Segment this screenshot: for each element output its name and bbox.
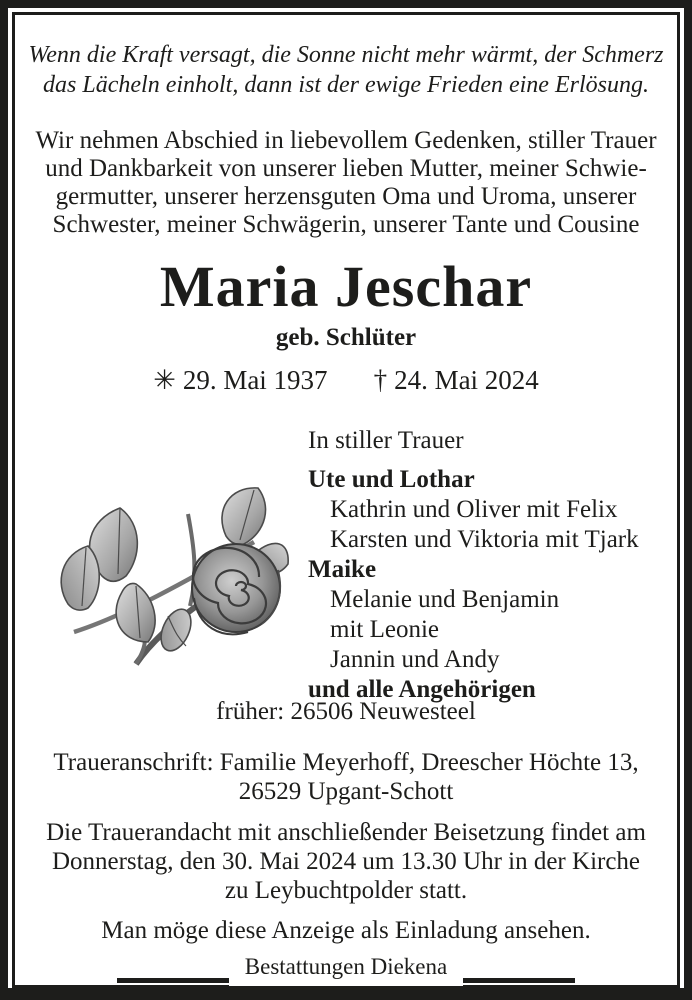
death-date: 24. Mai 2024 (394, 365, 539, 395)
rose-sketch-illustration (40, 480, 292, 672)
farewell-line: Schwester, meiner Schwägerin, unserer Tante und Cousine (52, 211, 640, 238)
condolence-line: Traueranschrift: Familie Meyerhoff, Dreescher Höchte 13, (53, 749, 639, 776)
memorial-quote (0, 40, 692, 100)
birth-date-group (153, 365, 327, 395)
service-line: Donnerstag, den 30. Mai 2024 um 13.30 Uhr in der Kirche (51, 848, 641, 875)
mourner-entry: Karsten und Viktoria mit Tjark (330, 526, 639, 553)
mourners-heading: In stiller Trauer (308, 427, 464, 454)
condolence-address (0, 748, 692, 806)
birth-date: 29. Mai 1937 (182, 365, 328, 395)
farewell-line: germutter, unserer herzensguten Oma und Uroma, unserer (55, 183, 637, 210)
invitation-note: Man möge diese Anzeige als Einladung ansehen. (101, 917, 591, 944)
mourner-entry: Kathrin und Oliver mit Felix (330, 496, 618, 523)
funeral-home-banner (12, 952, 680, 986)
mourner-entry: Melanie und Benjamin (330, 586, 560, 613)
mourner-entry: Maike (308, 556, 377, 583)
funeral-home-name: Bestattungen Diekena (229, 952, 463, 986)
condolence-line: 26529 Upgant-Schott (238, 778, 454, 805)
mourner-entry: und alle Angehörigen (308, 676, 536, 703)
mourner-entry: Ute und Lothar (308, 466, 475, 493)
death-cross-icon: † (373, 365, 388, 395)
farewell-line: Wir nehmen Abschied in liebevollem Gedenken, stiller Trauer (35, 127, 657, 154)
mourner-entry: Jannin und Andy (330, 646, 500, 673)
mourners-list (308, 426, 639, 705)
left-rule (117, 978, 229, 983)
maiden-name: geb. Schlüter (275, 324, 417, 351)
birth-star-icon: ✳ (153, 365, 176, 395)
life-dates (0, 365, 692, 396)
death-date-group (374, 365, 539, 395)
farewell-text (0, 127, 692, 239)
deceased-name: Maria Jeschar (159, 254, 533, 319)
farewell-line: und Dankbarkeit von unserer lieben Mutter, meiner Schwie- (45, 155, 647, 182)
service-line: zu Leybuchtpolder statt. (224, 877, 468, 904)
quote-line: Wenn die Kraft versagt, die Sonne nicht mehr wärmt, der Schmerz (28, 42, 664, 68)
quote-line: das Lächeln einholt, dann ist der ewige Frieden eine Erlösung. (43, 72, 649, 98)
right-rule (463, 978, 575, 983)
mourner-entry: mit Leonie (330, 616, 439, 643)
service-details (0, 818, 692, 905)
former-residence: früher: 26506 Neuwesteel (216, 698, 476, 725)
service-line: Die Trauerandacht mit anschließender Beisetzung findet am (46, 819, 646, 846)
